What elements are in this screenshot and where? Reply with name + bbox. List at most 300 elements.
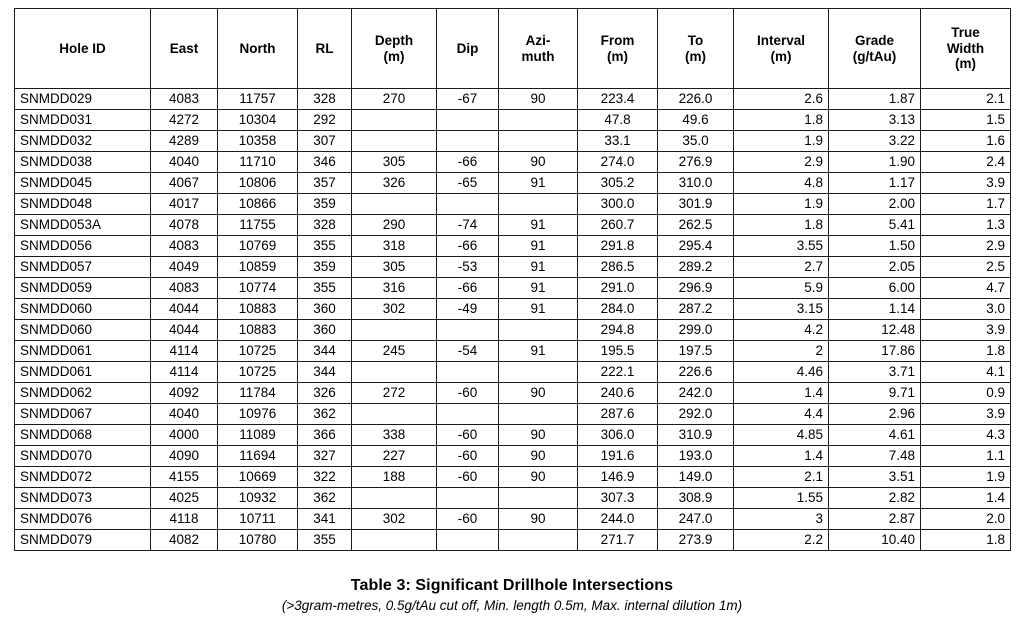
table-row [15, 383, 1011, 404]
cell-grade: 6.00 [829, 278, 921, 299]
cell-from: 307.3 [578, 488, 658, 509]
cell-from: 271.7 [578, 530, 658, 551]
cell-to: 226.6 [658, 362, 734, 383]
table-row [15, 152, 1011, 173]
cell-interval: 2.6 [734, 89, 829, 110]
cell-true-width: 1.6 [921, 131, 1011, 152]
table-row [15, 530, 1011, 551]
column-header-north: North [218, 9, 298, 89]
cell-dip: -49 [437, 299, 499, 320]
cell-grade: 2.96 [829, 404, 921, 425]
cell-hole-id: SNMDD060 [15, 320, 151, 341]
caption-subtitle: (>3gram-metres, 0.5g/tAu cut off, Min. length 0.5m, Max. internal dilution 1m) [281, 598, 743, 613]
cell-interval: 4.8 [734, 173, 829, 194]
cell-true-width: 1.3 [921, 215, 1011, 236]
cell-from: 33.1 [578, 131, 658, 152]
cell-rl: 326 [298, 383, 352, 404]
cell-rl: 322 [298, 467, 352, 488]
table-row [15, 173, 1011, 194]
cell-east: 4114 [151, 341, 218, 362]
column-header-hole-id: Hole ID [15, 9, 151, 89]
cell-dip [437, 488, 499, 509]
cell-interval: 2.2 [734, 530, 829, 551]
cell-dip [437, 194, 499, 215]
cell-azimuth [499, 131, 578, 152]
cell-azimuth [499, 404, 578, 425]
cell-azimuth: 90 [499, 425, 578, 446]
cell-depth [352, 320, 437, 341]
cell-grade: 3.13 [829, 110, 921, 131]
table-row [15, 236, 1011, 257]
table-row [15, 425, 1011, 446]
column-header-true-width: True Width (m) [921, 9, 1011, 89]
cell-east: 4044 [151, 299, 218, 320]
cell-rl: 341 [298, 509, 352, 530]
cell-from: 274.0 [578, 152, 658, 173]
cell-depth: 302 [352, 299, 437, 320]
cell-true-width: 1.4 [921, 488, 1011, 509]
table-row [15, 467, 1011, 488]
cell-east: 4017 [151, 194, 218, 215]
cell-from: 291.8 [578, 236, 658, 257]
cell-depth: 245 [352, 341, 437, 362]
cell-from: 286.5 [578, 257, 658, 278]
cell-to: 226.0 [658, 89, 734, 110]
cell-east: 4083 [151, 236, 218, 257]
cell-dip: -53 [437, 257, 499, 278]
cell-grade: 12.48 [829, 320, 921, 341]
cell-depth [352, 362, 437, 383]
cell-dip: -60 [437, 467, 499, 488]
cell-from: 223.4 [578, 89, 658, 110]
cell-from: 240.6 [578, 383, 658, 404]
cell-grade: 4.61 [829, 425, 921, 446]
column-header-interval: Interval (m) [734, 9, 829, 89]
cell-north: 10976 [218, 404, 298, 425]
cell-hole-id: SNMDD059 [15, 278, 151, 299]
table-row [15, 446, 1011, 467]
cell-azimuth: 91 [499, 257, 578, 278]
cell-east: 4067 [151, 173, 218, 194]
cell-grade: 1.14 [829, 299, 921, 320]
cell-hole-id: SNMDD057 [15, 257, 151, 278]
cell-rl: 307 [298, 131, 352, 152]
cell-to: 35.0 [658, 131, 734, 152]
cell-rl: 328 [298, 215, 352, 236]
table-row [15, 215, 1011, 236]
cell-east: 4044 [151, 320, 218, 341]
cell-azimuth [499, 320, 578, 341]
cell-hole-id: SNMDD053A [15, 215, 151, 236]
cell-rl: 346 [298, 152, 352, 173]
drillhole-intersections-table [14, 8, 1011, 551]
cell-grade: 1.50 [829, 236, 921, 257]
cell-grade: 7.48 [829, 446, 921, 467]
cell-hole-id: SNMDD073 [15, 488, 151, 509]
cell-dip [437, 404, 499, 425]
table-row [15, 110, 1011, 131]
column-header-rl: RL [298, 9, 352, 89]
cell-grade: 17.86 [829, 341, 921, 362]
cell-rl: 359 [298, 257, 352, 278]
cell-to: 310.0 [658, 173, 734, 194]
cell-hole-id: SNMDD060 [15, 299, 151, 320]
cell-dip [437, 530, 499, 551]
cell-north: 10711 [218, 509, 298, 530]
cell-hole-id: SNMDD061 [15, 341, 151, 362]
cell-to: 310.9 [658, 425, 734, 446]
cell-grade: 2.87 [829, 509, 921, 530]
cell-hole-id: SNMDD048 [15, 194, 151, 215]
cell-from: 284.0 [578, 299, 658, 320]
cell-azimuth: 90 [499, 446, 578, 467]
cell-hole-id: SNMDD056 [15, 236, 151, 257]
table-caption [14, 577, 1010, 613]
cell-interval: 3.55 [734, 236, 829, 257]
cell-from: 47.8 [578, 110, 658, 131]
cell-grade: 9.71 [829, 383, 921, 404]
table-row [15, 341, 1011, 362]
cell-depth [352, 404, 437, 425]
cell-north: 11757 [218, 89, 298, 110]
cell-rl: 362 [298, 404, 352, 425]
cell-dip: -74 [437, 215, 499, 236]
cell-true-width: 1.8 [921, 530, 1011, 551]
cell-true-width: 2.9 [921, 236, 1011, 257]
cell-north: 10866 [218, 194, 298, 215]
cell-dip: -65 [437, 173, 499, 194]
cell-interval: 1.55 [734, 488, 829, 509]
cell-east: 4083 [151, 278, 218, 299]
cell-azimuth: 91 [499, 173, 578, 194]
cell-to: 308.9 [658, 488, 734, 509]
cell-azimuth: 91 [499, 299, 578, 320]
cell-true-width: 3.0 [921, 299, 1011, 320]
column-header-from: From (m) [578, 9, 658, 89]
cell-rl: 362 [298, 488, 352, 509]
cell-interval: 5.9 [734, 278, 829, 299]
cell-depth [352, 131, 437, 152]
cell-interval: 2.1 [734, 467, 829, 488]
cell-north: 11755 [218, 215, 298, 236]
cell-to: 289.2 [658, 257, 734, 278]
cell-azimuth: 91 [499, 236, 578, 257]
cell-hole-id: SNMDD062 [15, 383, 151, 404]
table-row [15, 131, 1011, 152]
cell-azimuth: 90 [499, 509, 578, 530]
cell-hole-id: SNMDD045 [15, 173, 151, 194]
cell-to: 276.9 [658, 152, 734, 173]
cell-depth: 270 [352, 89, 437, 110]
column-header-depth: Depth (m) [352, 9, 437, 89]
cell-from: 191.6 [578, 446, 658, 467]
cell-azimuth [499, 530, 578, 551]
cell-east: 4078 [151, 215, 218, 236]
cell-interval: 4.85 [734, 425, 829, 446]
cell-to: 49.6 [658, 110, 734, 131]
cell-azimuth [499, 362, 578, 383]
cell-interval: 1.4 [734, 383, 829, 404]
cell-depth: 302 [352, 509, 437, 530]
cell-rl: 328 [298, 89, 352, 110]
cell-azimuth: 90 [499, 383, 578, 404]
cell-hole-id: SNMDD032 [15, 131, 151, 152]
cell-to: 299.0 [658, 320, 734, 341]
cell-east: 4025 [151, 488, 218, 509]
cell-depth: 326 [352, 173, 437, 194]
cell-true-width: 4.7 [921, 278, 1011, 299]
column-header-grade: Grade (g/tAu) [829, 9, 921, 89]
cell-north: 10304 [218, 110, 298, 131]
table-header [15, 9, 1011, 89]
column-header-dip: Dip [437, 9, 499, 89]
cell-interval: 3 [734, 509, 829, 530]
cell-interval: 2.7 [734, 257, 829, 278]
cell-dip: -67 [437, 89, 499, 110]
cell-to: 193.0 [658, 446, 734, 467]
caption-title: Table 3: Significant Drillhole Intersections [350, 577, 674, 594]
column-header-azimuth: Azi- muth [499, 9, 578, 89]
cell-from: 195.5 [578, 341, 658, 362]
table-row [15, 278, 1011, 299]
cell-azimuth [499, 194, 578, 215]
cell-north: 10859 [218, 257, 298, 278]
cell-depth: 305 [352, 152, 437, 173]
cell-grade: 10.40 [829, 530, 921, 551]
cell-to: 197.5 [658, 341, 734, 362]
cell-north: 11710 [218, 152, 298, 173]
cell-grade: 3.51 [829, 467, 921, 488]
cell-north: 10358 [218, 131, 298, 152]
cell-interval: 4.46 [734, 362, 829, 383]
cell-interval: 2.9 [734, 152, 829, 173]
cell-from: 260.7 [578, 215, 658, 236]
table-row [15, 194, 1011, 215]
cell-grade: 1.17 [829, 173, 921, 194]
cell-azimuth [499, 488, 578, 509]
cell-depth: 305 [352, 257, 437, 278]
cell-grade: 2.82 [829, 488, 921, 509]
cell-rl: 292 [298, 110, 352, 131]
cell-from: 222.1 [578, 362, 658, 383]
cell-dip [437, 110, 499, 131]
cell-grade: 1.87 [829, 89, 921, 110]
cell-depth [352, 530, 437, 551]
cell-rl: 355 [298, 278, 352, 299]
cell-east: 4272 [151, 110, 218, 131]
cell-grade: 2.00 [829, 194, 921, 215]
cell-from: 294.8 [578, 320, 658, 341]
cell-hole-id: SNMDD068 [15, 425, 151, 446]
cell-east: 4040 [151, 404, 218, 425]
cell-interval: 1.8 [734, 215, 829, 236]
cell-north: 10769 [218, 236, 298, 257]
cell-north: 10932 [218, 488, 298, 509]
cell-east: 4049 [151, 257, 218, 278]
cell-to: 273.9 [658, 530, 734, 551]
cell-east: 4289 [151, 131, 218, 152]
cell-from: 306.0 [578, 425, 658, 446]
cell-interval: 4.4 [734, 404, 829, 425]
cell-rl: 344 [298, 341, 352, 362]
cell-depth [352, 488, 437, 509]
cell-hole-id: SNMDD070 [15, 446, 151, 467]
cell-rl: 344 [298, 362, 352, 383]
cell-east: 4000 [151, 425, 218, 446]
table-row [15, 488, 1011, 509]
cell-azimuth: 90 [499, 467, 578, 488]
table-row [15, 509, 1011, 530]
table-row [15, 362, 1011, 383]
cell-grade: 5.41 [829, 215, 921, 236]
cell-true-width: 2.0 [921, 509, 1011, 530]
cell-east: 4082 [151, 530, 218, 551]
cell-to: 296.9 [658, 278, 734, 299]
cell-east: 4083 [151, 89, 218, 110]
cell-depth: 272 [352, 383, 437, 404]
cell-dip: -60 [437, 383, 499, 404]
cell-true-width: 2.5 [921, 257, 1011, 278]
cell-depth [352, 194, 437, 215]
column-header-to: To (m) [658, 9, 734, 89]
cell-to: 247.0 [658, 509, 734, 530]
cell-true-width: 3.9 [921, 404, 1011, 425]
table-row [15, 257, 1011, 278]
cell-from: 305.2 [578, 173, 658, 194]
cell-depth: 316 [352, 278, 437, 299]
cell-azimuth: 91 [499, 341, 578, 362]
cell-interval: 2 [734, 341, 829, 362]
cell-rl: 360 [298, 299, 352, 320]
cell-grade: 2.05 [829, 257, 921, 278]
cell-true-width: 1.8 [921, 341, 1011, 362]
cell-dip: -60 [437, 509, 499, 530]
column-header-east: East [151, 9, 218, 89]
cell-rl: 366 [298, 425, 352, 446]
cell-true-width: 0.9 [921, 383, 1011, 404]
cell-true-width: 1.5 [921, 110, 1011, 131]
table-row [15, 320, 1011, 341]
cell-from: 244.0 [578, 509, 658, 530]
cell-interval: 3.15 [734, 299, 829, 320]
cell-north: 10883 [218, 299, 298, 320]
cell-interval: 1.4 [734, 446, 829, 467]
cell-interval: 1.9 [734, 194, 829, 215]
cell-east: 4040 [151, 152, 218, 173]
cell-true-width: 3.9 [921, 173, 1011, 194]
cell-dip: -60 [437, 425, 499, 446]
cell-north: 11694 [218, 446, 298, 467]
cell-true-width: 1.1 [921, 446, 1011, 467]
cell-north: 10669 [218, 467, 298, 488]
cell-hole-id: SNMDD038 [15, 152, 151, 173]
cell-depth: 188 [352, 467, 437, 488]
cell-depth: 318 [352, 236, 437, 257]
cell-dip: -54 [437, 341, 499, 362]
cell-from: 300.0 [578, 194, 658, 215]
cell-grade: 1.90 [829, 152, 921, 173]
cell-true-width: 4.3 [921, 425, 1011, 446]
cell-east: 4155 [151, 467, 218, 488]
table-row [15, 89, 1011, 110]
cell-true-width: 2.4 [921, 152, 1011, 173]
cell-hole-id: SNMDD079 [15, 530, 151, 551]
cell-hole-id: SNMDD076 [15, 509, 151, 530]
cell-north: 10725 [218, 341, 298, 362]
cell-east: 4118 [151, 509, 218, 530]
cell-to: 242.0 [658, 383, 734, 404]
cell-north: 10725 [218, 362, 298, 383]
cell-to: 301.9 [658, 194, 734, 215]
cell-to: 262.5 [658, 215, 734, 236]
cell-grade: 3.71 [829, 362, 921, 383]
cell-rl: 359 [298, 194, 352, 215]
cell-hole-id: SNMDD061 [15, 362, 151, 383]
table-body [15, 89, 1011, 551]
table-row [15, 404, 1011, 425]
cell-north: 10774 [218, 278, 298, 299]
cell-azimuth: 91 [499, 278, 578, 299]
cell-azimuth [499, 110, 578, 131]
cell-azimuth: 91 [499, 215, 578, 236]
cell-azimuth: 90 [499, 89, 578, 110]
cell-grade: 3.22 [829, 131, 921, 152]
cell-dip: -66 [437, 278, 499, 299]
cell-hole-id: SNMDD072 [15, 467, 151, 488]
cell-azimuth: 90 [499, 152, 578, 173]
cell-interval: 4.2 [734, 320, 829, 341]
cell-hole-id: SNMDD067 [15, 404, 151, 425]
cell-true-width: 1.7 [921, 194, 1011, 215]
cell-to: 292.0 [658, 404, 734, 425]
cell-depth: 338 [352, 425, 437, 446]
cell-dip [437, 362, 499, 383]
cell-hole-id: SNMDD031 [15, 110, 151, 131]
cell-north: 11089 [218, 425, 298, 446]
cell-north: 11784 [218, 383, 298, 404]
cell-from: 291.0 [578, 278, 658, 299]
table-row [15, 299, 1011, 320]
cell-true-width: 3.9 [921, 320, 1011, 341]
cell-dip: -60 [437, 446, 499, 467]
cell-dip [437, 131, 499, 152]
cell-depth [352, 110, 437, 131]
cell-north: 10780 [218, 530, 298, 551]
cell-interval: 1.9 [734, 131, 829, 152]
cell-rl: 355 [298, 530, 352, 551]
cell-to: 149.0 [658, 467, 734, 488]
cell-true-width: 4.1 [921, 362, 1011, 383]
cell-north: 10883 [218, 320, 298, 341]
cell-dip [437, 320, 499, 341]
cell-true-width: 1.9 [921, 467, 1011, 488]
cell-east: 4090 [151, 446, 218, 467]
cell-east: 4092 [151, 383, 218, 404]
cell-rl: 355 [298, 236, 352, 257]
cell-east: 4114 [151, 362, 218, 383]
table-header-row [15, 9, 1011, 89]
cell-depth: 290 [352, 215, 437, 236]
cell-rl: 327 [298, 446, 352, 467]
cell-north: 10806 [218, 173, 298, 194]
cell-true-width: 2.1 [921, 89, 1011, 110]
cell-hole-id: SNMDD029 [15, 89, 151, 110]
cell-rl: 360 [298, 320, 352, 341]
cell-rl: 357 [298, 173, 352, 194]
cell-to: 295.4 [658, 236, 734, 257]
cell-to: 287.2 [658, 299, 734, 320]
cell-dip: -66 [437, 236, 499, 257]
